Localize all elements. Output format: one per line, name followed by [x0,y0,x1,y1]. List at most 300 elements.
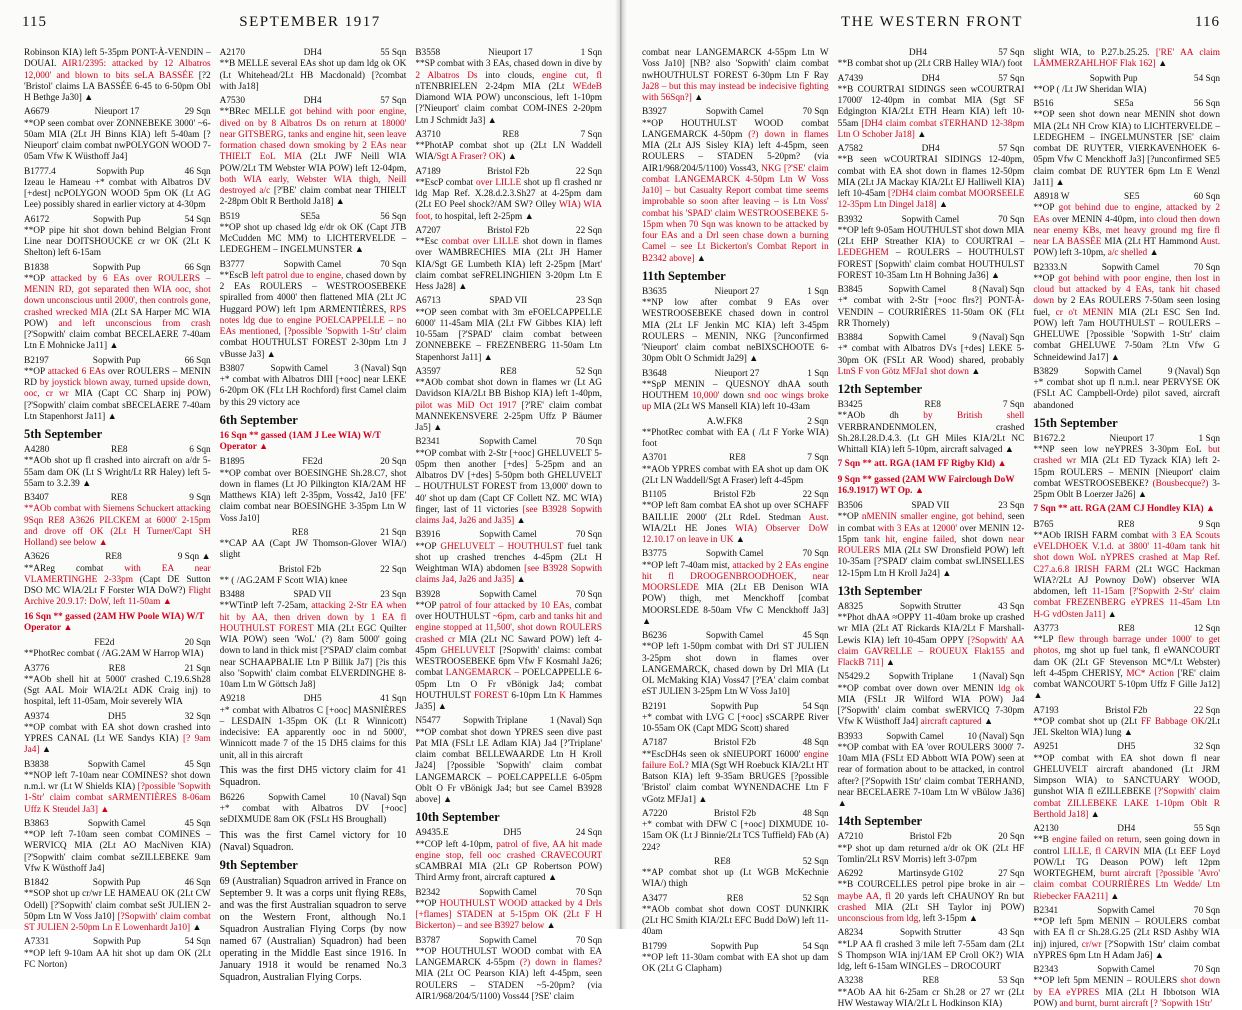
text-column [415,48,602,923]
entry-body [24,830,211,875]
squadron: 54 Sqn [185,937,211,948]
entry-header [838,74,1025,85]
entry-text: Robinson KIA) left 5-35pm PONT-À-VENDIN – DOUAI. [24,48,211,69]
aircraft-type: Sopwith Camel [886,732,944,743]
squadron: 9 Sqn [1199,520,1220,531]
running-title: THE WESTERN FRONT [644,14,1220,31]
entry-body [415,59,602,127]
entry-header [838,976,1025,987]
aircraft-serial: A3597 [415,367,440,378]
aircraft-serial: B3558 [415,48,440,59]
aircraft-type: Sopwith Camel [706,549,764,560]
entry-header [1033,434,1220,445]
squadron: 46 Sqn [185,878,211,889]
casualty-entry [220,793,407,827]
running-title: SEPTEMBER 1917 [22,14,598,31]
entry-body [642,428,829,451]
casualty-entry [642,107,829,265]
entry-text: ▲ [1088,810,1100,820]
entry-body [24,119,211,164]
entry-body [838,411,1025,456]
aircraft-type: RE8 [292,528,309,539]
casualty-entry [24,819,211,875]
casualty-note: 9 Sqn ** gassed (2AM WW Fairclough DoW 16.9.1917) WT Op. ▲ [838,475,1025,498]
casualty-entry [838,501,1025,580]
entry-text: **OP shot up chased ldg e/dr ok OK (Capt JTB McCudden MC MM) to LICHTERVELDE – LEDEGHEM – INGELMUNSTER ▲ [220,223,407,256]
aircraft-type: DH5 [304,694,322,705]
aircraft-serial: A7439 [838,74,863,85]
aircraft-serial: B3928 [415,590,440,601]
red-annotation: Ja28 – but this may instead be indecisive fighting with 56Sqn?] [642,82,829,103]
aircraft-serial: A6713 [415,296,440,307]
aircraft-type: SPAD VII [911,501,949,512]
entry-body [415,542,602,587]
red-annotation: GHELUVELT [437,646,496,656]
aircraft-type: Sopwith Camel [479,590,537,601]
entry-text: POW) left 3-10pm, [1033,248,1105,258]
red-annotation: but crashed wr [1033,445,1220,466]
casualty-entry [415,226,602,294]
entry-header [642,857,829,868]
entry-text: ▲ [937,200,949,210]
aircraft-type: Bristol F2b [1105,706,1147,717]
entry-text: ▲ [982,717,994,727]
entry-text: (2Lt SA Harper MC WIA POW) [24,308,211,329]
entry-body [220,107,407,208]
casualty-entry [24,263,211,353]
entry-text: into clouds, [478,71,535,81]
entry-body [642,380,829,414]
entry-body [1033,48,1220,71]
entry-text: **EscP combat [415,178,473,188]
aircraft-type: Sopwith Camel [479,936,537,947]
squadron: 52 Sqn [803,857,829,868]
squadron: 45 Sqn [803,631,829,642]
entry-body [220,271,407,361]
casualty-entry [642,857,829,891]
red-annotation: cr/wr [1078,940,1101,950]
entry-text: Diamond WIA POW) unconscious, left 1-10pm [?'Nieuport' claim combat COM-INES 2-20pm Ltn J Schmidt Ja3] ▲ [415,93,602,126]
squadron: 7 Sqn [807,453,828,464]
red-annotation: shot down by EA eYPRES [1033,976,1220,997]
entry-body [642,501,829,546]
squadron: 54 Sqn [803,702,829,713]
casualty-entry [1033,520,1220,621]
aircraft-type: RE8 [727,894,744,905]
red-annotation: [?Sopwith' AA claim GAVRELLE – ROUEUX Flak155 and FlackB 711] [838,636,1025,669]
red-annotation: flew through barrage under 1000' to get photos, [1033,635,1220,656]
entry-text: ▲ [1147,248,1159,258]
red-annotation: attacked by 2 EAs engine hit fl DROOGENBROODHOEK, near MOORSLEDE [642,561,829,594]
aircraft-type: Sopwith Strutter [900,602,961,613]
aircraft-type: Sopwith Pup [93,215,141,226]
entry-text: +* combat with Albatros DVs [+des] LEKE 5-30pm OK (FSLt AR Wood) shared, probably [838,344,1025,365]
entry-header [642,369,829,380]
aircraft-serial: A7193 [1033,706,1058,717]
aircraft-serial: A7210 [838,832,863,843]
entry-text: MIA (Capt CC Sharp inj POW) [?'Sopwith' claim combat sBECELAERE 7-40am Ltn Stapenhorst Ja11] ▲ [24,389,211,422]
red-annotation: crashed [838,903,866,913]
entry-text: shot up fl crashed nr ldg Map Ref. X.28.d.2.3.Sh27 at 4-25pm dam (2Lt EO Peel shock?/AM SW? Olley [415,178,602,211]
entry-text: **AOb dh [838,411,899,421]
aircraft-type: RE8 [922,976,939,987]
entry-header [24,937,211,948]
casualty-entry [220,590,407,691]
right-page [621,0,1242,929]
aircraft-serial: A7187 [642,738,667,749]
casualty-entry [415,590,602,714]
aircraft-type: Sopwith Camel [1097,965,1155,976]
entry-text: **OP combat shot up (2Lt [1033,717,1137,727]
aircraft-type: RE8 [109,664,126,675]
red-annotation: (Bousbecque?) [1149,479,1209,489]
entry-text: **EscB [220,271,249,281]
entry-text: MIA (Lt EEF Loyd POW/Lt TG Deason POW) left 12pm WORTEGHEM, [1033,847,1220,880]
entry-header [838,672,1025,683]
entry-text: **OP combat with 2-Str [+ooc] GHELUVELT 5-05pm then another [+des] 5-25pm and an Albatros DV [+des] 5-50pm both GHELUVELT – HOUTHULST FOREST from 13,000' down to 40' shot up dam (Capt CF Collett NZ. MC WIA) finger, last of 11 victories [415,449,602,515]
entry-text: **OP combat over BOESINGHE Sh.28.C7, shot down in flames (Lt JO Pilkington KIA/2AM HF Matthews KIA) left 2-35pm, Voss42, Ja10 [FE' claim combat near BOESINGHE 3-35pm Ltn W Voss Ja10] [220,469,407,524]
red-annotation: LANGEMARCK – [443,668,519,678]
casualty-entry [415,716,602,806]
red-annotation: ~6pm, carb and tanks hit and engine stopped at 11,500', shot down ROULERS crashed cr [415,612,602,645]
squadron: 57 Sqn [998,48,1024,59]
squadron: 3 (Naval) Sqn [354,364,406,375]
casualty-entry [415,130,602,164]
aircraft-serial: B1777.4 [24,167,56,178]
entry-text: **SpP MENIN – QUESNOY dhAA south HOUTHEM [642,380,829,401]
entry-text: ▲ [514,516,526,526]
casualty-entry [415,48,602,127]
entry-header [415,130,602,141]
aircraft-serial: B3488 [220,590,245,601]
aircraft-serial: B2333.N [1033,263,1067,274]
text-column [838,48,1025,923]
entry-text: MIA (Sgt WH Roebuck KIA/2Lt HT Batson KIA) left 9-35am BRUGES [?possible 'Bristol' claim combat WYNENDACHE Ltn F vGotz MFJa1] ▲ [642,761,829,805]
casualty-note: 7 Sqn ** att. RGA (2AM CJ Hondley KIA) ▲ [1033,504,1220,515]
entry-header [1033,74,1220,85]
squadron: 56 Sqn [1194,99,1220,110]
aircraft-type: Sopwith Camel [1102,263,1160,274]
entry-body [838,880,1025,925]
aircraft-serial: B3787 [415,936,440,947]
entry-text: Izeau le Hameau +* combat with Albatros DV [+dest] ncPOLYGON WOOD 5pm OK (Lt AG Lee) possibly shared in earlier victory at 4-30pm [24,178,211,211]
squadron: 45 Sqn [185,760,211,771]
squadron: 70 Sqn [1194,263,1220,274]
entry-text: **OP left 11-30am combat with EA shot up dam OK (2Lt G Clapham) [642,953,829,974]
entry-text: **OP combat with EA 'over ROULERS 3000' 7-10am MIA (FSLt ED Abbott WIA POW) seen at rear of formation about to be attacked, in control after? [?'Sopwith 1Str' claim combat TERHAND, near BECELAERE 7-10am Ltn W vBülow Ja36] ▲ [838,743,1025,809]
entry-header [838,285,1025,296]
aircraft-serial: B2342 [415,888,440,899]
aircraft-serial: A9218 [220,694,245,705]
entry-header [24,215,211,226]
entry-header [1033,192,1220,203]
aircraft-type: Nieuport 17 [488,48,533,59]
casualty-entry [415,530,602,586]
squadron: 43 Sqn [998,928,1024,939]
aircraft-serial: B1895 [220,457,245,468]
entry-text: ['RE' claim combat WANCOURT 5-10pm Uffz F Gille Ja12] ▲ [1033,669,1220,702]
aircraft-serial: B519 [220,212,240,223]
entry-body [1033,378,1220,412]
squadron: 66 Sqn [185,356,211,367]
entry-body [642,561,829,629]
entry-text: MIA (2Lt H Ibbotson WIA POW) [1033,988,1220,1009]
squadron: 48 Sqn [803,738,829,749]
squadron: 70 Sqn [803,549,829,560]
entry-header [24,552,211,563]
red-annotation: patrol of five, AA hit made engine stop, fell ooc crashed CRAVECOURT [415,840,602,861]
squadron: 70 Sqn [998,215,1024,226]
red-annotation: [?'Sopwith' claim combat ZILLEBEKE LAKE 1-10pm Oblt R Berthold Ja18] [1033,787,1220,820]
text-column [220,48,407,923]
entry-body [642,298,829,366]
entry-body [838,512,1025,580]
aircraft-type: SE5a [1114,99,1134,110]
aircraft-type: RE8 [502,130,519,141]
entry-text: combat over HOUTHULST [415,601,602,622]
entry-header [415,828,602,839]
entry-text: +* combat with 2-Str [+ooc flrs?] PONT-À-VENDIN – COURRIÈRES 11-50am OK (FLt RR Thornely) [838,296,1025,329]
entry-body [838,59,1025,70]
squadron: 22 Sqn [576,167,602,178]
entry-text: **OP left 1-50pm combat with Drl ST JULIEN 3-25pm shot down in flames over LANGEMARCK, chased down by Drl MIA (Lt OL McMaking KIA) Voss47 [?'EA' claim combat eST JULIEN 3-25pm Ltn W Voss Ja10] [642,642,829,697]
entry-text: **OP ( /Lt JW Sheridan WIA) [1033,85,1146,95]
entry-text: **LP [1033,635,1053,645]
entry-body [838,155,1025,211]
aircraft-type: DH4 [304,96,322,107]
entry-text: ▲ [692,93,704,103]
narrative-paragraph: 69 (Australian) Squadron arrived in France on September 9. It was a corps unit flying RE8s, and was the first Australian squadron to serve on the Western Front, although No.1 Squadron Australian Flying Corps (by now named 67 (Australian) Squadron) had been operating in the Middle East since 1916. In January 1918 it would be renamed No.3 Squadron, Australian Flying Corps. [220,876,407,984]
squadron: 23 Sqn [998,501,1024,512]
aircraft-serial: B3933 [838,732,863,743]
aircraft-type: Nieuport 27 [715,369,760,380]
entry-header [642,287,829,298]
entry-text: **OP seen combat with 3m eFOELCAPPELLE 6000' 11-45am MIA (2Lt FW Gibbes KIA) left 10-55am [?'SPAD' claim combat between ZONNEBEKE – FREZENBERG 11-50am Ltn Stapenhorst Ja11] ▲ [415,308,602,363]
entry-body [220,539,407,562]
entry-header [1033,367,1220,378]
entry-text: **AOb AA hit 6-25am cr Sh.28 or 27 wr (2Lt HW Westaway WIA/2Lt L Hodkinson KIA) [838,988,1025,1009]
entry-body [220,706,407,762]
aircraft-type: Bristol F2b [910,832,952,843]
entry-header [24,356,211,367]
entry-text: **WTintP left 7-25am, [220,601,308,611]
red-annotation: left patrol due to engine, [249,271,344,281]
entry-text: MIA (2Lt NC Saward POW) left 4-45pm [415,635,602,656]
entry-body [415,728,602,807]
entry-text: **OP combat with EA shot down crashed into YPRES CANAL (Lt WE Sandys KIA) [24,723,211,744]
entry-header [838,732,1025,743]
red-annotation: AIR1/2395: attacked by 12 Albatros 12,000' and blown to bits seLA BASSÉE [24,59,211,80]
entry-text: ▲ [884,658,896,668]
squadron: 46 Sqn [185,167,211,178]
aircraft-serial: A9251 [1033,742,1058,753]
aircraft-type: Sopwith Pup [93,937,141,948]
entry-header [220,793,407,804]
entry-body [220,804,407,827]
entry-header [415,167,602,178]
red-annotation: (?) down in flames [742,130,828,140]
aircraft-type: Bristol F2b [487,167,529,178]
entry-body [24,889,211,934]
entry-body [1033,976,1220,1010]
entry-text: **PhotRec combat with EA ( /Lt F Yorke WIA) foot [642,428,829,449]
entry-text: MIA (2Lt OC Pearson KIA) left 4-45pm, seen ROULERS – STADEN ~5-20pm? (via AIR1/968/204/5/1100) Voss44 [?SE' claim [415,969,602,1002]
entry-text: **OP [838,512,859,522]
entry-text: seen in combat [838,512,1025,533]
aircraft-serial: A9435.E [415,828,448,839]
entry-body [24,723,211,757]
entry-header [24,760,211,771]
entry-text: to hospital, left 2-25pm ▲ [433,212,534,222]
aircraft-serial: A7331 [24,937,49,948]
right-page-header [644,14,1220,36]
entry-header [642,702,829,713]
entry-text: MIA (2Lt EB Denison WIA POW) thigh, met Menckhoff [combat MOORSLEDE 8-50am Vfw C Menckhoff Ja3] ▲ [642,583,829,627]
casualty-entry [415,367,602,435]
aircraft-type: Sopwith Camel [268,793,326,804]
red-annotation: Flight Archive 20.9.17: DoW, left 11-50am ▲ [24,586,211,607]
entry-text: sCAMBRAI MIA (2Lt GP Robertson POW) Third Army front, aircraft captured ▲ [415,862,602,883]
aircraft-type: Sopwith Pup [93,878,141,889]
red-annotation: NKG [?'SE' claim combat LANGEMARCK 4-50pm Ltn W Voss Ja10] – but Casualty Report combat time seems improbable so soon after leaving – is Ltn Voss' combat his 'SPAD' claim WESTROOSEBEKE 5-15pm when 70 Sqn was known to be attacked by four EAs and a Drl seen chase down a burning Camel – see Lt Bickerton's Combat Report in B2342 above] [642,164,829,264]
squadron: 1 Sqn [581,48,602,59]
squadron: 9 Sqn [189,493,210,504]
squadron: 22 Sqn [576,226,602,237]
aircraft-type: Sopwith Camel [479,530,537,541]
entry-body [642,868,829,891]
aircraft-type: Sopwith Pup [711,942,759,953]
entry-text: **OP seen combat over ZONNEBEKE 3000' ~6-50am MIA (2Lt JH Binns KIA) left 5-40am [?Nieuport' claim combat nwPOLYGON WOOD 7-05am Vfw K Wüsthoff Ja4] [24,119,211,163]
squadron: 43 Sqn [998,602,1024,613]
aircraft-type: Sopwith Pup [711,702,759,713]
entry-text: MIA (2Lt AJS Sisley KIA) left 4-45pm, seen ROULERS – STADEN 5-20pm? (via AIR1/968/204/5/1100) Voss43, [642,141,829,174]
aircraft-serial: A2170 [220,48,245,59]
red-annotation: by joystick blown away, turned upside down, ooc, cr wr [24,378,211,399]
entry-text: Hammes Ja35] ▲ [415,691,602,712]
entry-text: [?Sopwith' claims: combat WESTROOSEBEKE 6pm Vfw F Kosmahl Ja26; combat [415,646,602,679]
entry-body [24,564,211,609]
red-annotation: by British shell [899,411,1025,421]
entry-body [838,684,1025,729]
date-heading: 12th September [838,382,1025,397]
entry-body [642,820,829,854]
red-annotation: and left unconscious from crash [48,319,211,329]
aircraft-serial: A8918 W [1033,192,1069,203]
aircraft-serial: B2197 [24,356,49,367]
squadron: 1 (Naval) Sqn [972,672,1024,683]
entry-header [415,226,602,237]
entry-header [1033,906,1220,917]
entry-body [220,601,407,691]
red-annotation: tank hit, engine failed, [859,535,957,545]
entry-text: MIA (FSLt JR Wilford WIA POW) Ja4 [?'Sopwith' claim combat swERVICQ 7-30pm Vfw K Wüsthoff Ja4] [838,695,1025,728]
entry-text: [?2 'Bristol' claims LA BASSÉE 6-45 to 6-50pm Obl H Bethge Ja30] ▲ [24,71,211,104]
entry-header [24,819,211,830]
entry-header [220,457,407,468]
squadron: 32 Sqn [185,712,211,723]
entry-header [1033,99,1220,110]
entry-body [642,713,829,736]
squadron: 53 Sqn [998,976,1024,987]
entry-text: (Capt DE Sutton DSO MC WIA/2Lt F Forster WIA DoW?) [24,575,211,596]
narrative-paragraph: This was the first DH5 victory claim for 41 Squadron. [220,765,407,789]
aircraft-serial: A8234 [838,928,863,939]
entry-body [24,178,211,212]
entry-text: **B [1033,835,1049,845]
entry-text: **OP [24,274,45,284]
entry-text: **COP left 4-10pm, [415,840,493,850]
entry-text: +* combat with Albatros DV [+ooc] seDIXMUDE 8am OK (FSLt HS Broughall) [220,804,407,825]
red-annotation: WIA) Observer DoW 12.10.17 on leave in UK [642,524,829,545]
squadron: 57 Sqn [998,74,1024,85]
entry-header [24,107,211,118]
entry-text: over ROULERS – MENIN RD [24,367,211,388]
aircraft-serial: A9374 [24,712,49,723]
aircraft-serial: A7530 [220,96,245,107]
red-annotation: GHELUVELT – HOUTHULST [436,542,563,552]
page-number: 116 [1195,14,1220,31]
aircraft-serial: A4280 [24,445,49,456]
entry-text: **B COURTRAI SIDINGS seen wCOURTRAI 17000' 12-40pm in combat MIA (Sgt SF Edgington KIA/2Lt ETH Hearn KIA) left 10-55am [838,85,1025,129]
entry-text: **OP combat over down over MENIN [838,684,994,694]
entry-text: left 3-15pm ▲ [921,914,978,924]
casualty-entry [1033,99,1220,189]
aircraft-serial: A7207 [415,226,440,237]
entry-body [642,119,829,265]
casualty-entry [1033,48,1220,71]
aircraft-serial: A3238 [838,976,863,987]
squadron: 23 Sqn [380,590,406,601]
casualty-entry [24,664,211,709]
aircraft-serial: B3648 [642,369,667,380]
entry-header [838,869,1025,880]
entry-header [220,48,407,59]
entry-text: MIA (2Lt HT Hammond [1101,237,1197,247]
squadron: 22 Sqn [803,490,829,501]
aircraft-type: Nieuport 17 [1110,434,1155,445]
entry-header [220,364,407,375]
casualty-entry [24,638,211,661]
squadron: 55 Sqn [1194,824,1220,835]
entry-text: **NOP left 7-10am near COMINES? shot down n.m.l. wr (Lt W Shields KIA) [24,771,211,792]
aircraft-type: DH5 [108,712,126,723]
aircraft-type: DH4 [1117,824,1135,835]
right-page-columns [642,48,1220,923]
entry-text: – ROULERS – HOUTHULST FOREST [Sopwith' claim combat HOUTHULST FOREST 10-35am Ltn H Bohning Ja36] ▲ [838,248,1025,281]
entry-text: +* combat with DFW C [+ooc] DIXMUDE 10-15am OK (Lt J Binnie/2Lt TCS Tuffield) FAb (A) 224? [642,820,829,853]
left-page-header [22,14,598,36]
aircraft-type: Sopwith Camel [88,819,146,830]
entry-text: 6-10pm Ltn [508,691,556,701]
aircraft-type: RE8 [924,400,941,411]
aircraft-type: RE8 [714,857,731,868]
entry-header [838,928,1025,939]
entry-body [24,649,211,660]
red-annotation: patrol of four attacked by 10 EAs, [436,601,571,611]
entry-body [24,456,211,490]
entry-text: ▲ [1108,892,1120,902]
entry-text: ▲ [40,745,52,755]
entry-body [24,504,211,549]
red-annotation: HOUTHULST WOOD attacked by 4 Drls [+flames] STADEN at 5-15pm OK (2Lt F H Bickerton) – and see B3927 below [415,899,602,932]
squadron: 66 Sqn [185,263,211,274]
casualty-note: 7 Sqn ** att. RGA (1AM FF Rigby Kld) ▲ [838,459,1025,470]
casualty-entry [220,364,407,409]
aircraft-serial: B2341 [415,437,440,448]
entry-body [220,375,407,409]
red-annotation: WEdeB [565,82,603,92]
casualty-entry [838,602,1025,670]
